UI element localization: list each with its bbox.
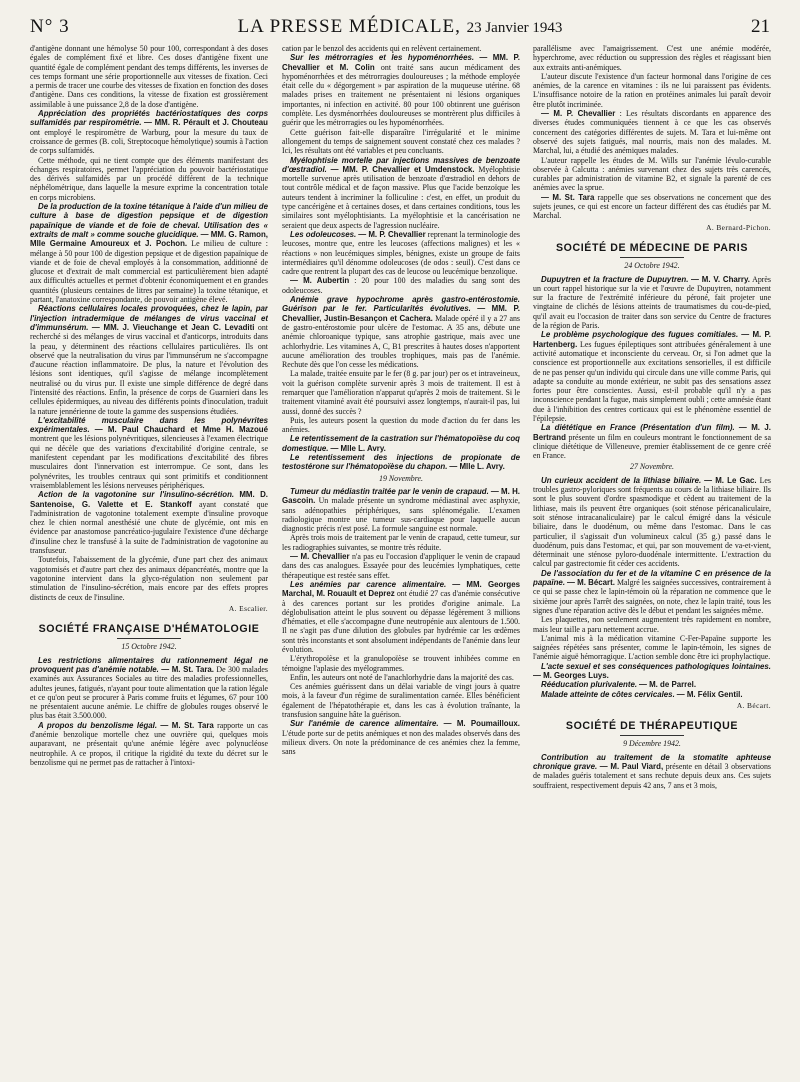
article-authors: — M. Paul Chauchard et Mme H. Mazoué	[94, 425, 268, 435]
article-title: Les restrictions alimentaires du rationnement légal ne provoquent pas d'anémie notable.	[30, 655, 268, 674]
paragraph: L'auteur rappelle les études de M. Wills sur l'anémie lévulo-curable observée à Calcutta : anémies survenant chez des sujets très carencés, curables par administration de vitamine B2, et signale la parenté de ces anémies avec la sprue.	[533, 155, 771, 193]
article-title: Appréciation des propriétés bactériostatiques des corps sulfamidés par respirométrie.	[30, 109, 268, 128]
article-authors: — M. de Parrel.	[639, 680, 697, 690]
article-text: De 300 malades examinés aux Assurances Sociales au titre des maladies professionnelles, adultes jeunes, fatigués, n'ayant pour toute alimentation que la ration légale et ce qu'on peut se procurer à Paris comme fruits et légumes, 67 pour 100 ne présentaient aucune anémie. Le chiffre de globules rouges observé le plus bas était 3.500.000.	[30, 665, 268, 721]
article-authors: — M. Aubertin	[290, 276, 350, 286]
society-name: SOCIÉTÉ DE THÉRAPEUTIQUE	[565, 720, 739, 733]
paragraph: Ces anémies guérissent dans un délai variable de vingt jours à quatre mois, à la faveur d'un régime de suralimentation carnée. Elles bénéficient également de l'hépatothérapie et, dans les cas à évolution traînante, la transfusion sanguine hâte la guérison.	[282, 682, 520, 720]
column-2	[282, 44, 520, 1074]
paragraph: Toutefois, l'abaissement de la glycémie, d'une part chez des animaux vagotomisés et d'autre part chez des animaux dépancréatés, montre que la vagotonine intervient dans la glyco-régulation non seulement par stimulation de l'insulino-sécrétion, mais encore par des effets propres distincts de ceux de l'insuline.	[30, 555, 268, 602]
article-entry	[533, 275, 771, 331]
article-entry	[282, 719, 520, 756]
article-text: ayant constaté que l'administration de vagotonine totalement exempte d'insuline provoque chez le chien normal anesthésié une chute de glycémie, ont mis en évidence par anastomose pancréatico-jugulaire l'existence d'une décharge d'insuline chez le transfusé à la suite de l'administration de vagotonine au transfuseur.	[30, 499, 268, 556]
article-text: Un malade présente un syndrome médiastinal avec asphyxie, sans adénopathies périphériques, sans splénomégalie. L'examen radiologique montre une tumeur sus-cardiaque pour laquelle aucun diagnostic précis n'est posé. La formule sanguine est normale.	[282, 496, 520, 534]
article-authors: — M. Paul Viard,	[599, 762, 664, 772]
column-1	[30, 44, 268, 1074]
article-title: Myélophtisie mortelle par injections massives de benzoate d'œstradiol.	[282, 155, 520, 174]
signature: A. Escalier.	[228, 603, 268, 613]
section-rule	[620, 257, 684, 258]
article-authors: — MM. G. Ramon, Mlle Germaine Amoureux et J. Pochon.	[30, 229, 268, 249]
article-authors: MM. D. Santenoise, G. Valette et E. Stankoff	[30, 490, 268, 509]
article-authors: — M. H. Gascoin.	[282, 486, 520, 506]
article-entry	[30, 656, 268, 721]
article-authors: — M. Le Gac.	[704, 475, 757, 485]
session-date: 24 Octobre 1942.	[624, 261, 680, 271]
article-authors: — M. P. Hartenberg.	[533, 330, 771, 349]
paragraph: Les plaquettes, non seulement augmentent très rapidement en nombre, mais leur taille a paru nettement accrue.	[533, 615, 771, 634]
article-authors: — M. Félix Gentil.	[676, 689, 743, 699]
article-text: ont étudié 27 cas d'anémie consécutive à des carences portant sur les protides d'origine animale. La déglobulisation atteint le plus souvent ou dépasse légèrement 3 millions d'hématies, et elle s'accompagne d'une neutropénie aux alentours de 1.500. Il ne s'agit pas d'une dilution des globules par hydrémie car les œdèmes sont très inconstants et sont absolument indépendants de l'anémie dans leur évolution.	[282, 589, 520, 654]
article-entry	[30, 416, 268, 490]
article-entry	[533, 690, 771, 699]
paragraph: L'auteur discute l'existence d'un facteur hormonal dans l'origine de ces anémies, de la carence en vitamines : ils ne lui paraissent pas évidents. L'insuffisance notoire de la ration en protéines animales lui paraît devoir être plutôt incriminée.	[533, 71, 771, 109]
society-name: SOCIÉTÉ DE MÉDECINE DE PARIS	[555, 241, 748, 254]
article-authors: — MM. J. Vieuchange et Jean C. Levaditi	[91, 322, 255, 332]
article-entry	[282, 53, 520, 127]
article-authors: — M. St. Tara.	[161, 665, 215, 674]
article-text: rappelle que ses observations ne concernent que des sujets jeunes, ce qui est encore un facteur différent des cas étudiés par M. Marchal.	[533, 192, 771, 221]
article-authors: — M. V. Charry.	[691, 274, 750, 284]
article-authors: — M. Poumailloux.	[443, 719, 520, 729]
article-authors: — M. J. Bertrand	[533, 423, 771, 442]
article-entry	[533, 193, 771, 221]
article-authors: — MM. Georges Marchal, M. Rouault et Deprez	[282, 579, 520, 599]
article-text: Les fugues épileptiques sont attribuées généralement à une activité automatique et inconsciente du cerveau. Or, si l'on admet que la conscience est proportionnelle aux excitations sensorielles, il est difficile de ne pas penser qu'un individu qui circule dans une ville comme Paris, qui adapte sa conduite au monde extérieur, ne subit pas des sensations assez fortes pour être conscientes. Aussi, est-il probable qu'il n'y a pas inconscience pendant la fugue, mais simplement oubli ; cette amnésie étant due à l'inhibition des centres corticaux qui est le phénomène essentiel de l'épilepsie.	[533, 339, 771, 423]
paragraph: Après trois mois de traitement par le venin de crapaud, cette tumeur, sur les radiographies suivantes, se montre très réduite.	[282, 533, 520, 552]
article-authors: — M. Georges Luys.	[533, 671, 609, 680]
article-text: ont traité sans aucun médicament des hypoménorrhées et des métrorragies douloureuses ; la méthode employée était celle du « dégorgement » par aspiration de la muqueuse utérine. 68 malades prises en traitement ne présentaient ni lésions organiques importantes, ni infection en activité. 80 pour 100 obtinrent une guérison complète. Les dysménorrhées douloureuses se montrèrent plus difficiles à guérir que les métrorragies ou les hypoménorrhées.	[282, 62, 520, 128]
article-authors: — M. St. Tara	[160, 720, 214, 730]
article-entry	[282, 156, 520, 230]
article-entry	[30, 202, 268, 304]
article-title: Anémie grave hypochrome après gastro-entérostomie. Guérison par le fer. Particularités évolutives.	[282, 295, 520, 314]
section-rule	[117, 638, 181, 639]
article-text: rapporte un cas d'anémie benzolique mortelle chez une ouvrière qui, quelques mois auparavant, ne présentait qu'une anémie légère avec polynucléose neutrophile. A ce propos, il critique la rigidité du texte du décret sur le benzolisme qui ne permet pas de rattacher à l'intoxi-	[30, 720, 268, 767]
paragraph: L'érythropoïèse et la granulopoïèse se trouvent inhibées comme en témoigne l'aplasie des myélogrammes.	[282, 654, 520, 673]
article-authors: — M. Chevallier	[290, 552, 350, 562]
section-rule	[620, 735, 684, 736]
section-heading	[533, 722, 771, 736]
article-entry	[533, 662, 771, 681]
journal-name: LA PRESSE MÉDICALE,	[237, 16, 461, 37]
article-text: : 20 pour 100 des maladies du sang sont des odoleucoses.	[282, 276, 520, 295]
issue-date: 23 Janvier 1943	[466, 20, 563, 36]
article-text: Malgré les saignées successives, contrairement à ce qui se passe chez le lapin-témoin où la réparation ne commence que le sixième jour après l'arrêt des saignées, on note, chez le lapin traité, tous les signes d'une réparation active dès le début et pendant les saignées même.	[533, 578, 771, 615]
article-entry	[282, 580, 520, 654]
article-title: Rééducation plurivalente.	[541, 680, 638, 690]
article-entry	[282, 295, 520, 369]
article-title: Les anémies par carence alimentaire.	[290, 579, 447, 589]
session-date: 19 Novembre.	[379, 473, 423, 483]
article-title: Réactions cellulaires locales provoquées, chez le lapin, par l'injection intradermique de mélanges de virus vaccinal et d'immunsérum.	[30, 304, 268, 332]
article-text: L'étude porte sur de petits anémiques et non des malades observés dans des milieux divers. On note la prédominance de ces anémies chez la femme, sans	[282, 728, 520, 757]
article-authors: — MM. P. Chevallier et M. Colin	[282, 53, 520, 72]
article-title: De l'association du fer et de la vitamine C en présence de la papaïne.	[533, 568, 771, 588]
article-entry	[533, 569, 771, 615]
section-heading	[533, 241, 771, 258]
article-text: Myélophtisie mortelle survenue après utilisation de benzoate d'œstradiol en dehors de tout contrôle médical et de façon massive. Plus que l'acide benzoïque les auteurs tendent à incriminer la folliculine : c'est, en effet, un produit du type cancérigène et à certaines doses, et dans certaines conditions, tous les similaires sont myélophtisiants. La myélophtisie et la cancérisation ne seraient que deux aspects de l'agression nucléaire.	[282, 164, 520, 230]
article-title: Le retentissement des injections de propionate de testostérone sur l'hématopoïèse du chapon.	[282, 453, 520, 472]
article-title: Malade atteinte de côtes cervicales.	[541, 689, 675, 699]
signature: A. Bernard-Pichon.	[706, 222, 771, 232]
article-text: montrent que les lésions polynévritiques, silencieuses à l'examen électrique qui ne décèle que des variations d'excitabilité d'origine centrale, se manifestent cependant par les modifications d'excitabilité des fibres musculaires dont l'innervation est interrompue. Ce sont, dans les polynévrites, les troubles centraux qui sont primitifs et conditionnent vraisemblablement les lésions nerveuses périphériques.	[30, 434, 268, 490]
article-text: ont employé le respiromètre de Warburg, pour la mesure du taux de croissance de germes (B. coli, Streptocoque hémolytique) soumis à l'action de corps sulfamidés.	[30, 127, 268, 156]
article-text: Le milieu de culture : mélange à 50 pour 100 de digestion pepsique et de digestion papaïnique de viande et de foie de cheval employés à la consommation, additionné de glucose et d'extrait de malt commercial est particulièrement bien adapté aux difficultés actuelles et permet d'obtenir économiquement et en grandes quantités (plusieurs centaines de litres par semaine) la toxine tétanique, et partant, l'anatoxine correspondante, de pouvoir antigène élevé.	[30, 239, 268, 305]
paragraph: Puis, les auteurs posent la question du mode d'action du fer dans les anémies.	[282, 415, 520, 435]
article-text: Malade opéré il y a 27 ans de gastro-entérostomie pour ulcère de l'estomac. A 35 ans, débute une anémie chloroanique typique, sans atrophie gastrique, mais avec une achlorhydrie. Les vitamines A, C, B1 prescrites à hautes doses n'apportent aucune amélioration des troubles trophiques, mais pas de l'anémie. Rechute dès que l'on cesse les médications.	[282, 313, 520, 370]
issue-number: N° 3	[30, 16, 70, 37]
article-title: Action de la vagotonine sur l'insulino-sécrétion.	[38, 490, 235, 500]
article-entry	[282, 230, 520, 276]
article-text: n'a pas eu l'occasion d'appliquer le venin de crapaud dans des cas analogues. Essayée pour des leucémies lymphatiques, cette thérapeutique est restée sans effet.	[282, 552, 520, 580]
page-header	[30, 14, 770, 40]
article-authors: — Mlle L. Avry.	[449, 462, 505, 472]
article-entry	[282, 453, 520, 472]
article-title: Sur les métrorragies et les hypoménorrhées.	[290, 53, 475, 63]
article-entry	[282, 552, 520, 580]
article-entry	[533, 476, 771, 569]
article-title: Contribution au traitement de la stomatite aphteuse chronique grave.	[533, 752, 771, 772]
article-authors: — MM. P. Chevallier et Umdenstock.	[330, 164, 475, 174]
article-entry	[533, 330, 771, 423]
article-text: présente un film en couleurs montrant le fonctionnement de sa clinique diététique de Villeneuve, premier établissement de ce genre créé en France.	[533, 432, 771, 461]
article-title: La diététique en France (Présentation d'un film).	[541, 423, 735, 433]
column-3	[533, 44, 771, 1074]
article-text: Les troubles gastro-pyloriques sont fréquents au cours de la lithiase biliaire. Ils sont le plus souvent d'ordre spasmodique et cèdent au traitement de la lithiase, mais ils peuvent être organiques (soit sténose péricanaliculaire, soit sténose intracanaliculaire) par le calcul émigré dans la vésicule biliaire, dans le duodénum, ou même dans l'estomac. Dans le cas particulier, il s'agissait d'un volumineux calcul (35 g.) passé dans le duodénum, puis dans l'estomac, et qui, par son mouvement de va-et-vient, déterminait une sténose pyloro-duodénale intermittente. L'extraction du calcul par gastrectomie fit céder ces accidents.	[533, 475, 771, 569]
paragraph: La malade, traitée ensuite par le fer (8 g. par jour) per os et intraveineux, voit la guérison complète survenir après 3 mois de traitement. Il est à remarquer que l'amélioration n'apparut qu'après 2 mois de traitement. Si le traitement vitaminé avait été poursuivi assez longtemps, n'aurait-il pas, lui aussi, donné des succès ?	[282, 369, 520, 416]
session-date: 15 Octobre 1942.	[121, 642, 177, 652]
article-entry	[533, 680, 771, 689]
session-date: 9 Décembre 1942.	[623, 739, 681, 749]
article-title: L'excitabilité musculaire dans les polynévrites expérimentales.	[30, 415, 268, 435]
paragraph: Cette guérison fait-elle disparaître l'irrégularité et le minime allongement du temps de saignement souvent constaté chez ces malades ? Ici, les résultats ont été variables et peu concluants.	[282, 127, 520, 156]
paragraph: Cette méthode, qui ne tient compte que des éléments manifestant des échanges respiratoires, permet l'appréciation du pouvoir bactériostatique des dérivés sulfamidés par un procédé différent de la technique néphélométrique, dans laquelle la mesure exprime la concentration totale en corps microbiens.	[30, 155, 268, 202]
society-name: SOCIÉTÉ FRANÇAISE D'HÉMATOLOGIE	[38, 623, 260, 636]
article-text: reprenant la terminologie des leucoses, montre que, entre les leucoses (affections malignes) et les « réactions » non leucémiques simples, bénignes, existe un groupe de faits intermédiaires qu'il dénomme odoleucoses (de odos : seuil). C'est dans ce cadre que rentrent la plupart des cas de leucose ou leucémique benzolique.	[282, 229, 520, 277]
paragraph: Enfin, les auteurs ont noté de l'anachlorhydrie dans la majorité des cas.	[290, 672, 514, 682]
article-authors: — Mlle L. Avry.	[330, 443, 386, 453]
article-text: : Les résultats discordants en apparence des diverses études communiquées tiennent à ce que les cas observés concernent des catégories différentes de sujets. M. Tara et lui-même ont observé des sujets fatigués, mal nourris, mais non des malades. M. Marchal, lui, a étudié des anémiques malades.	[533, 109, 771, 156]
article-entry	[533, 109, 771, 155]
page-number: 21	[751, 16, 770, 37]
article-authors: — MM. R. Pérault et J. Chouteau	[144, 118, 268, 128]
article-text: présente en détail 3 observations de malades guéris totalement et sans rechute depuis deux ans. Ces sujets souffraient, respectivement depuis 42 ans, 7 ans et 3 mois,	[533, 762, 771, 790]
article-title: L'acte sexuel et ses conséquences pathologiques lointaines.	[541, 661, 771, 671]
signature: A. Bécart.	[736, 700, 771, 710]
paragraph: d'antigène donnant une hémolyse 50 pour 100, correspondant à des doses égales de complément fixé et libre. Ces doses d'antigène fixent une quantité égale de complément pendant des temps différents, les inverses de ces temps formant une série proportionnelle aux vitesses de fixation. Ceci a permis de tracer une courbe des vitesses de fixation en fonction des doses d'antigène. Dans ces conditions, la vitesse de fixation est grossièrement assimilable à une puissance 2,8 de la dose d'antigène.	[30, 44, 268, 109]
article-entry	[282, 434, 520, 453]
article-authors: — M. P. Chevallier	[358, 229, 426, 239]
article-text: ont recherché si des mélanges de virus vaccinal et d'anticorps, introduits dans la peau, y déterminent des réactions cellulaires particulières. Ils ont observé que la neutralisation du virus par l'immunsérum ne s'accompagne d'aucune réaction inflammatoire. De plus, la nature et l'évolution des lésions sont identiques, qu'il s'agisse de mélange incomplètement neutralisé ou du virus pur. Il existe une simple différence de degré dans l'intensité des réactions. Enfin, la présence de corps de Guarnieri dans les cellules épidermiques, au niveau des différents points d'inoculation, traduit la nature jennérienne de toute la gamme des suspensions étudiées.	[30, 322, 268, 416]
article-entry	[533, 753, 771, 790]
article-title: Un curieux accident de la lithiase biliaire.	[541, 475, 702, 485]
article-entry	[282, 487, 520, 533]
article-entry	[533, 423, 771, 460]
article-authors: — MM. P. Chevallier, Justin-Besançon et Cachera.	[282, 304, 520, 323]
article-text: Après un court rappel historique sur la vie et l'œuvre de Dupuytren, notamment sur la fracture de l'extrémité inférieure du péroné, fait projeter une vingtaine de clichés de lésions atteints de traumatismes du cou-de-pied, qu'il avait eu l'occasion de traiter dans son service du Centre de fractures de la région de Paris.	[533, 274, 771, 331]
paragraph: cation par le benzol des accidents qui en relèvent certainement.	[282, 44, 482, 53]
article-entry	[30, 304, 268, 416]
article-title: Le retentissement de la castration sur l'hématopoïèse du coq domestique.	[282, 434, 520, 453]
section-heading	[30, 625, 268, 639]
article-title: Sur l'anémie de carence alimentaire.	[290, 719, 439, 729]
article-title: Le problème psychologique des fugues comitiales.	[541, 330, 739, 340]
paragraph: L'animal mis à la médication vitamine C-Fer-Papaïne supporte les saignées répétées sans présenter, comme le lapin-témoin, les signes de l'anémie aiguë hémorragique. L'action semble donc être ici prophylactique.	[533, 633, 771, 662]
article-title: A propos du benzolisme légal.	[38, 720, 158, 730]
paragraph: parallélisme avec l'amaigrissement. C'est une anémie modérée, hyperchrome, avec réduction ou suppression des règles et réagissant bien aux extraits anti-anémiques.	[533, 44, 771, 72]
article-title: Les odoleucoses.	[290, 229, 357, 239]
article-authors: — M. Bécart.	[567, 578, 615, 588]
article-title: Tumeur du médiastin traitée par le venin de crapaud.	[290, 486, 489, 496]
article-authors: — M. P. Chevallier	[541, 109, 616, 119]
article-entry	[30, 109, 268, 155]
article-title: De la production de la toxine tétanique à l'aide d'un milieu de culture à base de digestion pepsique et de digestion papaïnique de viande et de foie de cheval. Utilisation des « extraits de malt » comme souche glucidique.	[30, 202, 268, 239]
session-date: 27 Novembre.	[630, 462, 674, 472]
article-entry	[30, 490, 268, 555]
article-entry	[30, 721, 268, 767]
article-title: Dupuytren et la fracture de Dupuytren.	[541, 274, 689, 284]
journal-title	[30, 16, 770, 38]
article-entry	[282, 276, 520, 295]
article-authors: — M. St. Tara	[541, 192, 595, 202]
